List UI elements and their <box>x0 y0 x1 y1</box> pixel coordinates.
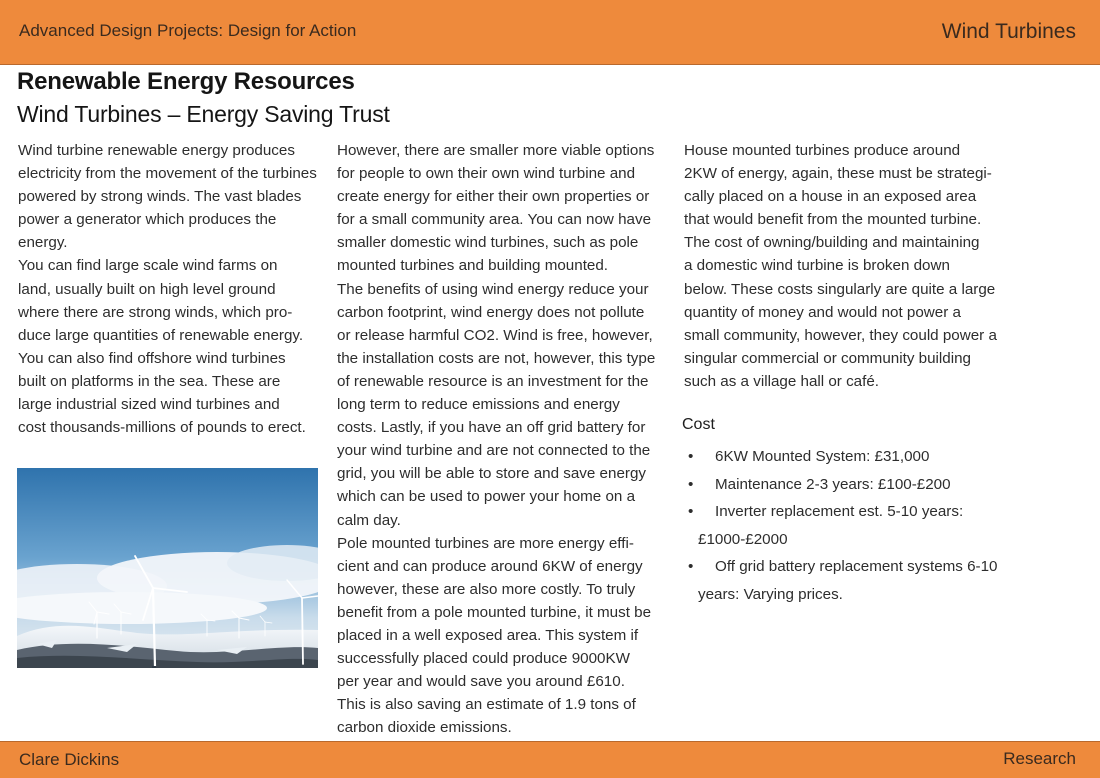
footer-section-label: Research <box>1003 749 1076 768</box>
bullet-icon: • <box>688 558 694 575</box>
page-subtitle: Wind Turbines – Energy Saving Trust <box>17 101 390 127</box>
text-line: You can also find offshore wind turbines <box>18 349 286 367</box>
text-line: costs. Lastly, if you have an off grid battery for <box>337 419 646 437</box>
cost-heading: Cost <box>682 416 715 433</box>
text-line: duce large quantities of renewable energy. <box>18 326 304 344</box>
section-title: Wind Turbines <box>941 20 1076 43</box>
text-line: where there are strong winds, which pro- <box>18 303 293 321</box>
text-line: House mounted turbines produce around <box>684 142 961 159</box>
bullet-icon: • <box>688 503 694 520</box>
text-line: The benefits of using wind energy reduce your <box>337 280 649 298</box>
text-line: or release harmful CO2. Wind is free, however, <box>337 326 653 344</box>
text-line: long term to reduce emissions and energy <box>337 396 620 414</box>
wind-turbines-photo <box>17 468 318 668</box>
text-column-3 <box>684 139 1014 393</box>
text-line: smaller domestic wind turbines, such as pole <box>337 234 639 252</box>
text-line: however, these are also more costly. To truly <box>337 580 636 598</box>
cost-list <box>684 443 1019 608</box>
text-line: successfully placed could produce 9000KW <box>337 650 630 668</box>
text-line: energy. <box>18 234 68 252</box>
text-line: power a generator which produces the <box>18 211 277 229</box>
text-line: such as a village hall or café. <box>684 372 880 390</box>
text-column-2 <box>337 139 667 739</box>
list-item <box>684 443 1019 471</box>
text-line: The cost of owning/building and maintaining <box>684 234 980 252</box>
text-line: land, usually built on high level ground <box>18 280 276 298</box>
text-line: large industrial sized wind turbines and <box>18 396 280 414</box>
text-line: powered by strong winds. The vast blades <box>18 188 302 206</box>
text-line: cally placed on a house in an exposed area <box>684 188 977 206</box>
text-line: the installation costs are not, however, this type <box>337 349 656 367</box>
text-line: for people to own their own wind turbine and <box>337 165 636 183</box>
list-item <box>684 498 1019 553</box>
cost-item-continuation: £1000-£2000 <box>698 530 788 548</box>
text-line: cost thousands-millions of pounds to erect. <box>18 419 306 437</box>
page-title: Renewable Energy Resources <box>17 68 355 95</box>
text-line: cient and can produce around 6KW of energy <box>337 557 643 575</box>
cost-item-continuation: years: Varying prices. <box>698 585 843 603</box>
text-line: 2KW of energy, again, these must be strategi- <box>684 165 992 183</box>
text-line: carbon footprint, wind energy does not pollute <box>337 303 645 321</box>
cost-item-text: 6KW Mounted System: £31,000 <box>715 448 930 465</box>
text-line: which can be used to power your home on a <box>337 488 636 506</box>
text-line: mounted turbines and building mounted. <box>337 257 609 275</box>
text-line: your wind turbine and are not connected to the <box>337 442 651 460</box>
text-line: quantity of money and would not power a <box>684 303 961 321</box>
text-line: calm day. <box>337 511 401 529</box>
cost-item-text: Off grid battery replacement systems 6-10 <box>715 558 998 575</box>
text-line: a domestic wind turbine is broken down <box>684 257 950 275</box>
bullet-icon: • <box>688 448 694 465</box>
text-line: Wind turbine renewable energy produces <box>18 142 295 159</box>
text-line: This is also saving an estimate of 1.9 tons of <box>337 696 636 714</box>
text-line: built on platforms in the sea. These are <box>18 372 281 390</box>
list-item <box>684 553 1019 608</box>
header-bar <box>0 0 1100 65</box>
bullet-icon: • <box>688 475 694 493</box>
text-line: per year and would save you around £610. <box>337 673 625 691</box>
text-line: below. These costs singularly are quite a large <box>684 280 996 298</box>
text-line: grid, you will be able to store and save energy <box>337 465 646 483</box>
text-line: carbon dioxide emissions. <box>337 719 512 737</box>
author-name: Clare Dickins <box>19 750 120 769</box>
footer-bar <box>0 741 1100 778</box>
cost-item-text: Inverter replacement est. 5-10 years: <box>715 503 964 520</box>
list-item <box>684 471 1019 499</box>
text-line: benefit from a pole mounted turbine, it must be <box>337 603 652 621</box>
text-line: for a small community area. You can now have <box>337 211 652 229</box>
text-line: that would benefit from the mounted turbine. <box>684 211 982 229</box>
course-title: Advanced Design Projects: Design for Action <box>19 21 357 40</box>
text-column-1 <box>18 139 323 439</box>
text-line: Pole mounted turbines are more energy effi- <box>337 534 634 552</box>
cost-item-text: Maintenance 2-3 years: £100-£200 <box>715 475 951 493</box>
text-line: However, there are smaller more viable options <box>337 142 655 159</box>
text-line: singular commercial or community building <box>684 349 971 367</box>
text-line: electricity from the movement of the turbines <box>18 165 317 183</box>
text-line: of renewable resource is an investment for the <box>337 372 649 390</box>
text-line: small community, however, they could power a <box>684 326 997 344</box>
text-line: placed in a well exposed area. This system if <box>337 626 639 644</box>
text-line: You can find large scale wind farms on <box>18 257 278 275</box>
text-line: create energy for either their own properties or <box>337 188 650 206</box>
